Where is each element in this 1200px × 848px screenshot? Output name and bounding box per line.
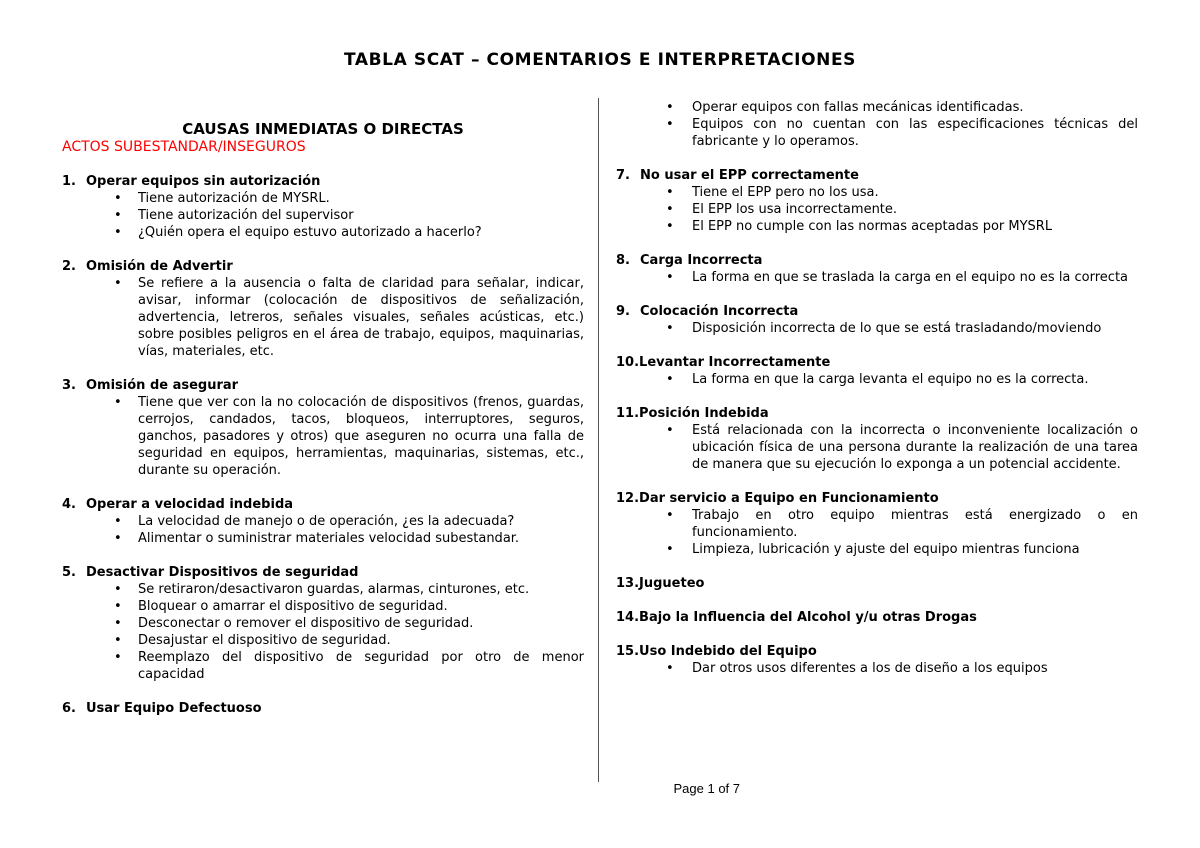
bullet-icon: • <box>114 531 122 546</box>
section-title <box>616 167 1138 184</box>
bullet-icon: • <box>666 508 674 523</box>
bullet-list <box>62 394 584 479</box>
section-title <box>62 496 584 513</box>
bullet-item <box>616 422 1138 473</box>
bullet-text: Está relacionada con la incorrecta o inconveniente localización o ubicación física de una persona durante la realización de una tarea de manera que su ejecución lo exponga a un potencial accidente. <box>692 423 1138 472</box>
section-heading: CAUSAS INMEDIATAS O DIRECTAS <box>182 120 464 138</box>
section-title-text: Omisión de asegurar <box>86 378 239 393</box>
bullet-icon: • <box>114 650 122 665</box>
numbered-section <box>62 564 584 683</box>
bullet-text: Desajustar el dispositivo de seguridad. <box>138 633 391 648</box>
bullet-icon: • <box>666 219 674 234</box>
numbered-section <box>616 490 1138 558</box>
bullet-list <box>62 513 584 547</box>
section-number: 8. <box>616 253 630 268</box>
numbered-section <box>62 258 584 360</box>
section-number: 6. <box>62 701 76 716</box>
bullet-text: Reemplazo del dispositivo de seguridad por otro de menor capacidad <box>138 650 584 682</box>
bullet-icon: • <box>114 582 122 597</box>
numbered-section <box>616 354 1138 388</box>
section-number: 3. <box>62 378 76 393</box>
section-number: 12. <box>616 491 640 506</box>
section-title-text: Bajo la Influencia del Alcohol y/u otras Drogas <box>639 610 977 625</box>
bullet-icon: • <box>114 514 122 529</box>
section-title <box>616 609 1138 626</box>
numbered-section <box>616 643 1138 677</box>
bullet-icon: • <box>114 208 122 223</box>
bullet-item <box>62 598 584 615</box>
section-number: 11. <box>616 406 640 421</box>
section-title-text: Carga Incorrecta <box>640 253 763 268</box>
bullet-text: Trabajo en otro equipo mientras está energizado o en funcionamiento. <box>692 508 1138 540</box>
bullet-icon: • <box>666 185 674 200</box>
bullet-item <box>616 371 1138 388</box>
section-title-text: Jugueteo <box>639 576 705 591</box>
numbered-section <box>62 173 584 241</box>
bullet-icon: • <box>666 542 674 557</box>
section-title <box>62 258 584 275</box>
bullet-text: Se refiere a la ausencia o falta de claridad para señalar, indicar, avisar, informar (colocación de dispositivos de señalización, advertencia, letreros, señales visuales, señales acústicas, etc.) sobre posibles peligros en el área de trabajo, equipos, maquinarias, vías, materiales, etc. <box>138 276 584 359</box>
bullet-icon: • <box>666 100 674 115</box>
numbered-section <box>616 575 1138 592</box>
bullet-text: Bloquear o amarrar el dispositivo de seguridad. <box>138 599 448 614</box>
bullet-item <box>62 394 584 479</box>
section-title-text: Desactivar Dispositivos de seguridad <box>86 565 359 580</box>
continuation-list <box>616 99 1138 150</box>
section-number: 14. <box>616 610 640 625</box>
bullet-icon: • <box>114 633 122 648</box>
section-number: 4. <box>62 497 76 512</box>
numbered-section <box>616 405 1138 473</box>
bullet-icon: • <box>666 270 674 285</box>
bullet-text: ¿Quién opera el equipo estuvo autorizado a hacerlo? <box>138 225 482 240</box>
column-divider <box>598 98 599 782</box>
bullet-item <box>616 116 1138 150</box>
bullet-text: Tiene autorización del supervisor <box>138 208 354 223</box>
page-number: Page 1 of 7 <box>673 781 740 796</box>
section-number: 5. <box>62 565 76 580</box>
bullet-icon: • <box>114 276 122 291</box>
bullet-list <box>616 660 1138 677</box>
bullet-item <box>616 269 1138 286</box>
bullet-text: Operar equipos con fallas mecánicas identificadas. <box>692 100 1024 115</box>
section-title-text: Levantar Incorrectamente <box>639 355 831 370</box>
bullet-item <box>616 541 1138 558</box>
section-number: 15. <box>616 644 640 659</box>
section-title-text: Dar servicio a Equipo en Funcionamiento <box>639 491 939 506</box>
section-title <box>616 643 1138 660</box>
numbered-section <box>616 303 1138 337</box>
bullet-text: Limpieza, lubricación y ajuste del equipo mientras funciona <box>692 542 1080 557</box>
bullet-item <box>62 632 584 649</box>
bullet-icon: • <box>666 372 674 387</box>
section-number: 10. <box>616 355 640 370</box>
section-title-text: Omisión de Advertir <box>86 259 233 274</box>
bullet-item <box>62 513 584 530</box>
section-title <box>62 700 584 717</box>
bullet-item <box>616 218 1138 235</box>
bullet-list <box>616 184 1138 235</box>
bullet-list <box>62 190 584 241</box>
bullet-icon: • <box>114 395 122 410</box>
bullet-list <box>62 581 584 683</box>
bullet-text: Equipos con no cuentan con las especificaciones técnicas del fabricante y lo operamos. <box>692 117 1138 149</box>
bullet-icon: • <box>114 225 122 240</box>
numbered-section <box>62 496 584 547</box>
bullet-icon: • <box>666 321 674 336</box>
section-number: 7. <box>616 168 630 183</box>
bullet-icon: • <box>666 423 674 438</box>
bullet-icon: • <box>666 661 674 676</box>
bullet-text: Tiene que ver con la no colocación de dispositivos (frenos, guardas, cerrojos, candados, tacos, bloqueos, interruptores, seguros, ganchos, pasadores y otros) que aseguren no ocurra una falla de seguridad en equipos, herramientas, maquinarias, sistemas, etc., durante su operación. <box>138 395 584 478</box>
section-title-text: Operar a velocidad indebida <box>86 497 294 512</box>
bullet-icon: • <box>114 191 122 206</box>
bullet-text: Alimentar o suministrar materiales velocidad subestandar. <box>138 531 520 546</box>
bullet-list <box>616 269 1138 286</box>
numbered-section <box>616 167 1138 235</box>
bullet-text: Disposición incorrecta de lo que se está trasladando/moviendo <box>692 321 1102 336</box>
bullet-text: Desconectar o remover el dispositivo de seguridad. <box>138 616 474 631</box>
subsection-heading: ACTOS SUBESTANDAR/INSEGUROS <box>62 139 306 155</box>
bullet-text: Tiene autorización de MYSRL. <box>138 191 330 206</box>
numbered-section <box>616 609 1138 626</box>
section-title <box>616 303 1138 320</box>
bullet-text: La velocidad de manejo o de operación, ¿es la adecuada? <box>138 514 515 529</box>
bullet-item <box>616 320 1138 337</box>
bullet-item <box>62 530 584 547</box>
bullet-list <box>616 507 1138 558</box>
left-section-list <box>62 173 584 717</box>
section-number: 1. <box>62 174 76 189</box>
bullet-icon: • <box>666 117 674 132</box>
bullet-list <box>62 275 584 360</box>
bullet-text: Dar otros usos diferentes a los de diseño a los equipos <box>692 661 1048 676</box>
bullet-item <box>616 99 1138 116</box>
bullet-text: Tiene el EPP pero no los usa. <box>692 185 879 200</box>
bullet-item <box>616 201 1138 218</box>
bullet-item <box>62 615 584 632</box>
section-title-text: Operar equipos sin autorización <box>86 174 321 189</box>
bullet-text: Se retiraron/desactivaron guardas, alarmas, cinturones, etc. <box>138 582 530 597</box>
bullet-item <box>616 507 1138 541</box>
section-title <box>62 564 584 581</box>
bullet-text: La forma en que se traslada la carga en el equipo no es la correcta <box>692 270 1129 285</box>
right-section-list <box>616 167 1138 677</box>
bullet-text: El EPP los usa incorrectamente. <box>692 202 898 217</box>
section-title-text: No usar el EPP correctamente <box>640 168 859 183</box>
bullet-icon: • <box>114 599 122 614</box>
bullet-list <box>616 320 1138 337</box>
section-title <box>62 173 584 190</box>
left-column <box>62 120 584 734</box>
section-title <box>616 405 1138 422</box>
section-title-text: Uso Indebido del Equipo <box>639 644 817 659</box>
bullet-item <box>62 207 584 224</box>
bullet-icon: • <box>114 616 122 631</box>
numbered-section <box>62 700 584 717</box>
bullet-item <box>616 660 1138 677</box>
numbered-section <box>62 377 584 479</box>
section-title-text: Colocación Incorrecta <box>640 304 799 319</box>
section-title <box>616 575 1138 592</box>
bullet-item <box>616 184 1138 201</box>
bullet-icon: • <box>666 202 674 217</box>
section-title <box>616 252 1138 269</box>
section-title <box>616 490 1138 507</box>
section-title <box>616 354 1138 371</box>
section-title <box>62 377 584 394</box>
right-column <box>616 99 1138 694</box>
bullet-item <box>62 190 584 207</box>
bullet-item <box>62 649 584 683</box>
bullet-list <box>616 422 1138 473</box>
bullet-text: La forma en que la carga levanta el equipo no es la correcta. <box>692 372 1089 387</box>
section-title-text: Posición Indebida <box>639 406 769 421</box>
bullet-item <box>62 581 584 598</box>
section-number: 2. <box>62 259 76 274</box>
bullet-list <box>616 371 1138 388</box>
bullet-text: El EPP no cumple con las normas aceptadas por MYSRL <box>692 219 1053 234</box>
section-title-text: Usar Equipo Defectuoso <box>86 701 262 716</box>
numbered-section <box>616 252 1138 286</box>
section-number: 9. <box>616 304 630 319</box>
bullet-item <box>62 224 584 241</box>
document-title: TABLA SCAT – COMENTARIOS E INTERPRETACIONES <box>343 50 857 70</box>
section-number: 13. <box>616 576 640 591</box>
bullet-item <box>62 275 584 360</box>
